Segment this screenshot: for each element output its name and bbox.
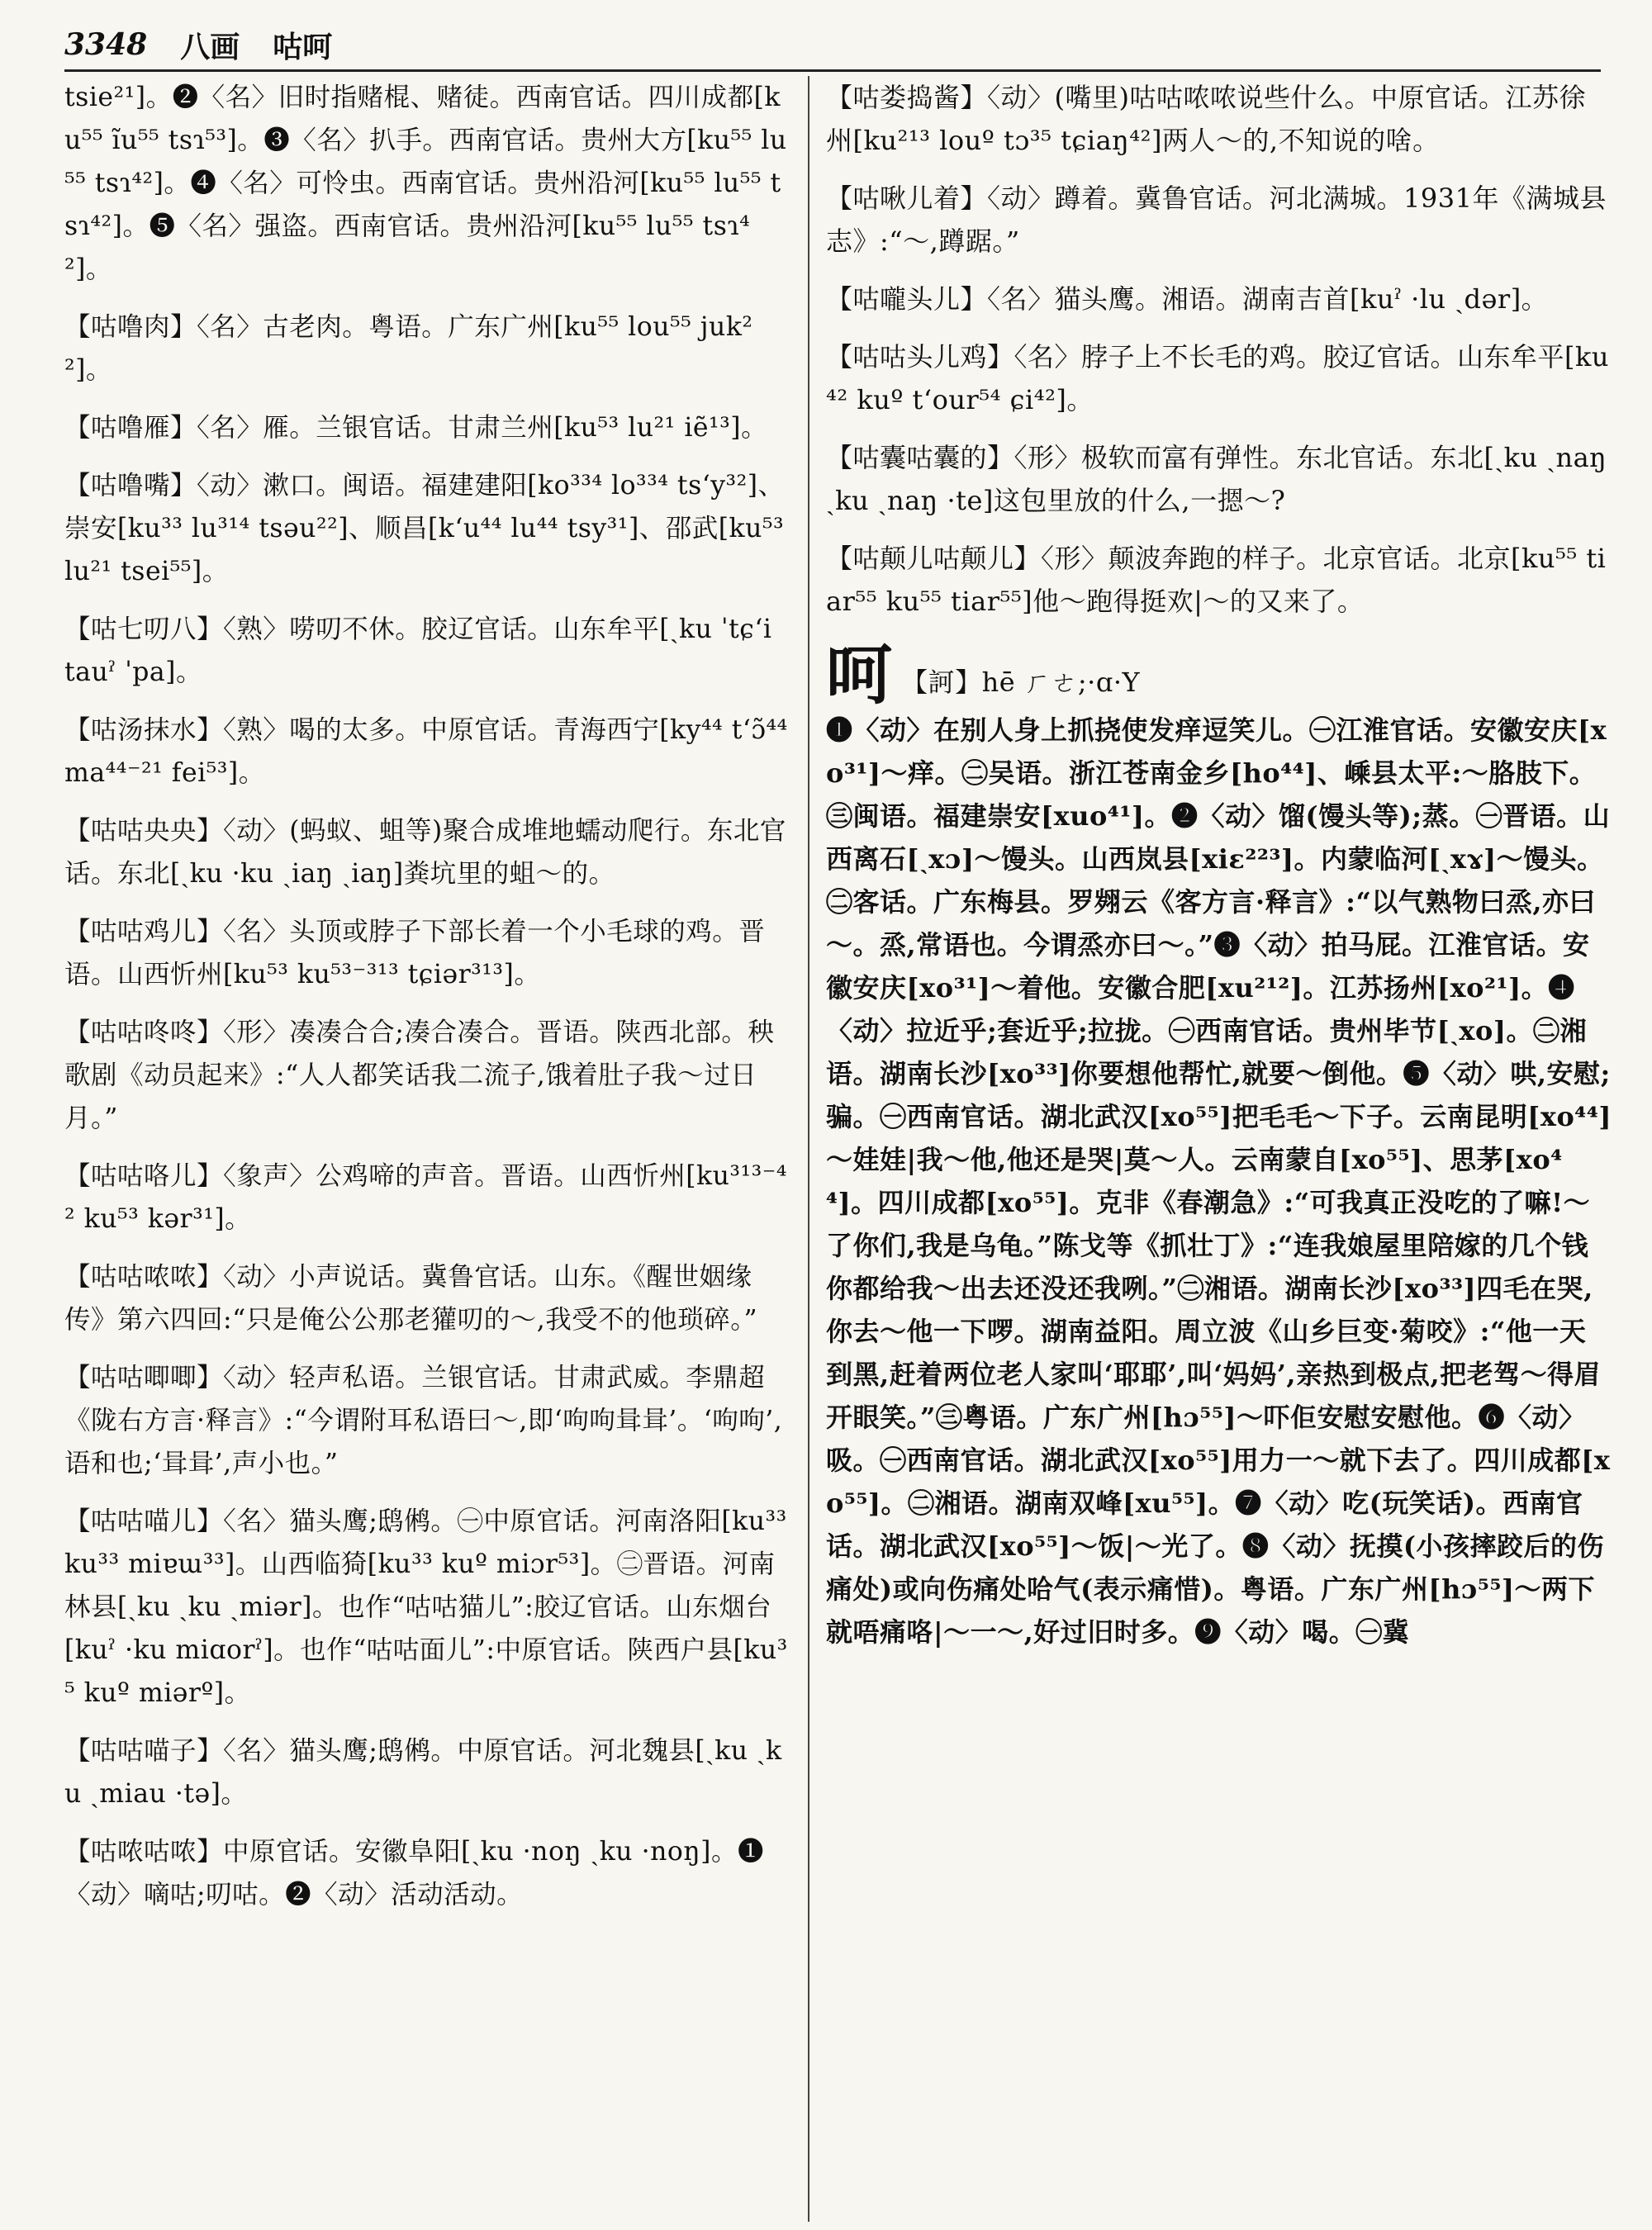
entry-gugu-miaozi xyxy=(64,1729,790,1815)
entry-text: 【咕咕唧唧】〈动〉轻声私语。兰银官话。甘肃武威。李鼎超《陇右方言·释言》:“今谓附耳私语曰～,即‘呴呴咠咠’。‘呴呴’,语和也;‘咠咠’,声小也。” xyxy=(64,1363,783,1478)
entry-gujiur-zhe xyxy=(826,177,1612,263)
entry-text: 【咕噜嘴】〈动〉漱口。闽语。福建建阳[ko³³⁴ lo³³⁴ ts‘y³²]、崇安[ku³³ lu³¹⁴ tsəu²²]、顺昌[k‘u⁴⁴ lu⁴⁴ tsy³¹]、邵武[ku⁵³ lu²¹ tsei⁵⁵]。 xyxy=(64,471,785,586)
entry-gugu-ger xyxy=(64,1155,790,1241)
entry-text: 【咕噜雁】〈名〉雁。兰银官话。甘肃兰州[ku⁵³ lu²¹ iẽ¹³]。 xyxy=(64,413,768,443)
entry-text: 【咕囊咕囊的】〈形〉极软而富有弹性。东北官话。东北[ˎku ˎnaŋ ˎku ˎnaŋ ·te]这包里放的什么,一摁～? xyxy=(826,442,1607,516)
entry-text: 【咕七叨八】〈熟〉唠叨不休。胶辽官话。山东牟平[ˎku ˈtɕ‘i tauˀ ˈpa]。 xyxy=(64,614,772,687)
he-entry-head-line xyxy=(826,637,1612,714)
page-number: 3348 xyxy=(64,27,148,62)
entry-gulu-yan xyxy=(64,406,790,449)
entry-text: 【咕颠儿咕颠儿】〈形〉颠波奔跑的样子。北京官话。北京[ku⁵⁵ tiar⁵⁵ ku⁵⁵ tiar⁵⁵]他～跑得挺欢|～的又来了。 xyxy=(826,543,1607,617)
right-column xyxy=(826,76,1612,2222)
entry-gugu-nongnong xyxy=(64,1255,790,1341)
entry-text: tsie²¹]。❷〈名〉旧时指赌棍、赌徒。西南官话。四川成都[ku⁵⁵ ĩu⁵⁵ tsɿ⁵³]。❸〈名〉扒手。西南官话。贵州大方[ku⁵⁵ lu⁵⁵ tsɿ⁴²]。❹〈名〉可怜虫。西南官话。贵州沿河[ku⁵⁵ lu⁵⁵ tsɿ⁴²]。❺〈名〉强盗。西南官话。贵州沿河[ku⁵⁵ lu⁵⁵ tsɿ⁴²]。 xyxy=(64,83,787,284)
entry-gulong-tour xyxy=(826,278,1612,320)
entry-text: 【咕嚨头儿】〈名〉猫头鹰。湘语。湖南吉首[kuˀ ·lu ˎdər]。 xyxy=(826,283,1549,315)
entry-text: 【咕咕鸡儿】〈名〉头顶或脖子下部长着一个小毛球的鸡。晋语。山西忻州[ku⁵³ ku⁵³⁻³¹³ tɕiər³¹³]。 xyxy=(64,917,766,989)
entry-gulou-daojiang xyxy=(826,76,1612,162)
entry-continued xyxy=(64,76,790,291)
running-title: 咕呵 xyxy=(273,29,333,64)
entry-text: 【咕咕咚咚】〈形〉凑凑合合;凑合凑合。晋语。陕西北部。秧歌剧《动员起来》:“人人都笑话我二流子,饿着肚子我～过日月。” xyxy=(64,1018,775,1133)
entry-gululu-rou xyxy=(64,306,790,391)
entry-text: 【咕咕央央】〈动〉(蚂蚁、蛆等)聚合成堆地蠕动爬行。东北官话。东北[ˎku ·ku ˎiaŋ ˎiaŋ]粪坑里的蛆～的。 xyxy=(64,816,786,889)
header-rule xyxy=(64,69,1601,72)
entry-text: 【咕啾儿着】〈动〉蹲着。冀鲁官话。河北满城。1931年《满城县志》:“～,蹲踞。” xyxy=(826,183,1607,257)
headword-character: 呵 xyxy=(826,637,893,714)
section-label: 八画 xyxy=(180,29,240,64)
entry-gugu-dongdong xyxy=(64,1011,790,1140)
entry-text: 【咕咕哝哝】〈动〉小声说话。冀鲁官话。山东。《醒世姻缘传》第六四回:“只是俺公公那老獾叨的～,我受不的他琐碎。” xyxy=(64,1262,758,1335)
page-header xyxy=(64,20,1601,69)
entry-gulu-zui xyxy=(64,464,790,593)
column-divider xyxy=(808,76,809,2222)
entry-gugu-jiji xyxy=(64,1356,790,1485)
entry-text: 【咕咕咯儿】〈象声〉公鸡啼的声音。晋语。山西忻州[ku³¹³⁻⁴² ku⁵³ kər³¹]。 xyxy=(64,1161,788,1234)
entry-text: 【咕咕喵子】〈名〉猫头鹰;鸱鸺。中原官话。河北魏县[ˎku ˎku ˎmiau ·tə]。 xyxy=(64,1736,782,1809)
entry-gugu-yangyang xyxy=(64,809,790,895)
entry-gugu-miaor xyxy=(64,1500,790,1715)
headword-variant-reading: 【訶】hē ㄏㄜ;·ɑ·Y xyxy=(901,667,1141,698)
entry-text: 【咕哝咕哝】中原官话。安徽阜阳[ˎku ·noŋ ˎku ·noŋ]。❶〈动〉嘀咕;叨咕。❷〈动〉活动活动。 xyxy=(64,1837,764,1910)
entry-text: 【咕咕喵儿】〈名〉猫头鹰;鸱鸺。㊀中原官话。河南洛阳[ku³³ ku³³ miɐɯ³³]。山西临猗[ku³³ kuº miɔr⁵³]。㊁晋语。河南林县[ˎku ˎku ˎmiər]。也作“咕咕猫儿”:胶辽官话。山东烟台[kuˀ ·ku miɑorˀ]。也作“咕咕面儿”:中原官话。陕西户县[ku³⁵ kuº miərº]。 xyxy=(64,1506,788,1708)
entry-text: 【咕咕头儿鸡】〈名〉脖子上不长毛的鸡。胶辽官话。山东牟平[ku⁴² kuº t‘our⁵⁴ ɕi⁴²]。 xyxy=(826,341,1609,415)
entry-he xyxy=(826,637,1612,1654)
entry-gugu-jier xyxy=(64,910,790,996)
left-column xyxy=(64,76,790,2222)
entry-guqi-daoba xyxy=(64,608,790,694)
entry-gunang-gunangde xyxy=(826,436,1612,522)
entry-text: 【咕汤抹水】〈熟〉喝的太多。中原官话。青海西宁[ky⁴⁴ t‘ɔ̃⁴⁴ ma⁴⁴⁻²¹ fei⁵³]。 xyxy=(64,715,788,788)
he-entry-body: ❶〈动〉在别人身上抓挠使发痒逗笑儿。㊀江淮官话。安徽安庆[xo³¹]～痒。㊁吴语。浙江苍南金乡[ho⁴⁴]、嵊县太平:～胳肢下。㊂闽语。福建崇安[xuo⁴¹]。❷〈动〉馏(馒头等);蒸。㊀晋语。山西离石[ˎxɔ]～馒头。山西岚县[xiɛ²²³]。内蒙临河[ˎxɤ]～馒头。㊁客话。广东梅县。罗翙云《客方言·释言》:“以气熟物曰烝,亦曰～。烝,常语也。今谓烝亦曰～。”❸〈动〉拍马屁。江淮官话。安徽安庆[xo³¹]～着他。安徽合肥[xu²¹²]。江苏扬州[xo²¹]。❹〈动〉拉近乎;套近乎;拉拢。㊀西南官话。贵州毕节[ˎxo]。㊁湘语。湖南长沙[xo³³]你要想他帮忙,就要～倒他。❺〈动〉哄,安慰;骗。㊀西南官话。湖北武汉[xo⁵⁵]把毛毛～下子。云南昆明[xo⁴⁴]～娃娃|我～他,他还是哭|莫～人。云南蒙自[xo⁵⁵]、思茅[xo⁴⁴]。四川成都[xo⁵⁵]。克非《春潮急》:“可我真正没吃的了嘛!～了你们,我是乌龟。”陈戈等《抓壮丁》:“连我娘屋里陪嫁的几个钱你都给我～出去还没还我咧。”㊁湘语。湖南长沙[xo³³]四毛在哭,你去～他一下啰。湖南益阳。周立波《山乡巨变·菊咬》:“他一天到黑,赶着两位老人家叫‘耶耶’,叫‘妈妈’,亲热到极点,把老驾～得眉开眼笑。”㊂粤语。广东广州[hɔ⁵⁵]～吓佢安慰安慰他。❻〈动〉吸。㊀西南官话。湖北武汉[xo⁵⁵]用力一～就下去了。四川成都[xo⁵⁵]。㊁湘语。湖南双峰[xu⁵⁵]。❼〈动〉吃(玩笑话)。西南官话。湖北武汉[xo⁵⁵]～饭|～光了。❽〈动〉抚摸(小孩摔跤后的伤痛处)或向伤痛处哈气(表示痛惜)。粤语。广东广州[hɔ⁵⁵]～两下就唔痛咯|～一～,好过旧时多。❾〈动〉喝。㊀冀 xyxy=(826,714,1612,1648)
entry-gudianr-gudianr xyxy=(826,537,1612,623)
entry-text: 【咕娄捣酱】〈动〉(嘴里)咕咕哝哝说些什么。中原官话。江苏徐州[ku²¹³ louº tɔ³⁵ tɕiaŋ⁴²]两人～的,不知说的啥。 xyxy=(826,82,1586,156)
entry-text: 【咕噜肉】〈名〉古老肉。粤语。广东广州[ku⁵⁵ lou⁵⁵ juk²²]。 xyxy=(64,312,753,385)
entry-gugu-tourji xyxy=(826,335,1612,421)
entry-gutang-moshui xyxy=(64,709,790,795)
entry-gunong-gunong xyxy=(64,1830,790,1916)
